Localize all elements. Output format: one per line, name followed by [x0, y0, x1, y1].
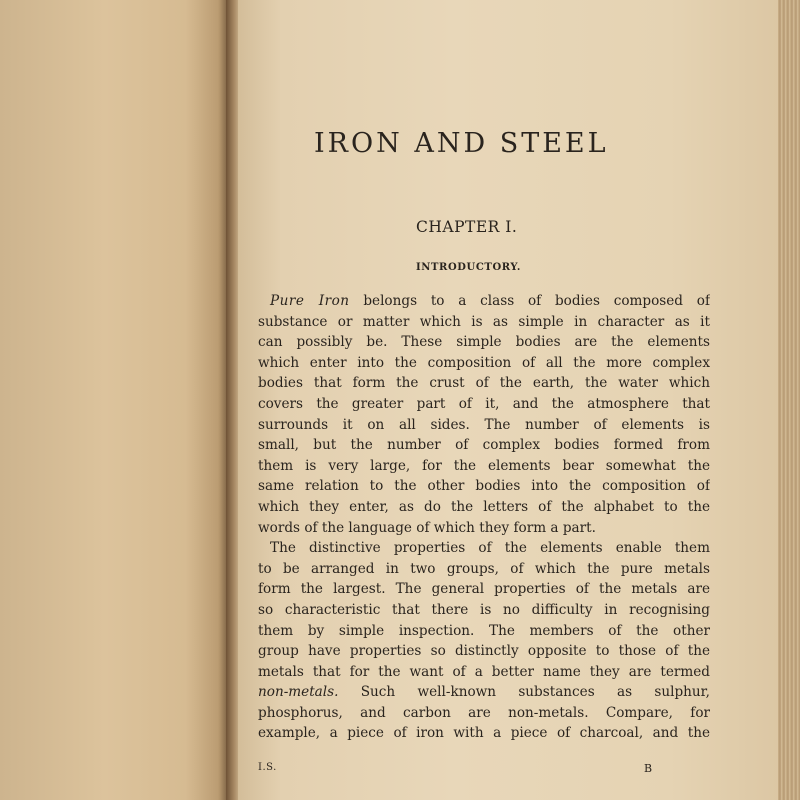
text-line: surrounds it on all sides. The number of elements is — [258, 416, 710, 433]
text-line: words of the language of which they form a part. — [258, 519, 596, 536]
text-line: them is very large, for the elements bear somewhat the — [258, 457, 710, 474]
text-line: The distinctive properties of the elements enable them — [270, 540, 710, 557]
text-line: substance or matter which is as simple in character as it — [258, 313, 710, 330]
text-line: which they enter, as do the letters of the alphabet to the — [258, 498, 710, 515]
text-line: same relation to the other bodies into the composition of — [258, 478, 710, 495]
text-line: metals that for the want of a better name they are termed — [258, 663, 710, 680]
signature-mark: I.S. — [258, 762, 277, 773]
page-edges — [778, 0, 800, 800]
text-line: group have properties so distinctly opposite to those of the — [258, 643, 710, 660]
chapter-heading: CHAPTER I. — [416, 218, 518, 236]
text-line: covers the greater part of it, and the atmosphere that — [258, 395, 710, 412]
text-line — [258, 682, 710, 703]
text-line: example, a piece of iron with a piece of charcoal, and the — [258, 725, 710, 742]
text-line — [258, 291, 710, 312]
text-line: which enter into the composition of all the more complex — [258, 354, 710, 371]
text-line: them by simple inspection. The members of the other — [258, 622, 710, 639]
left-page — [0, 0, 232, 800]
line-text: Such well-known substances as sulphur, — [338, 684, 710, 701]
text-line: small, but the number of complex bodies formed from — [258, 437, 710, 454]
text-line: can possibly be. These simple bodies are the elements — [258, 334, 710, 351]
text-line: phosphorus, and carbon are non-metals. Compare, for — [258, 704, 710, 721]
section-subheading: INTRODUCTORY. — [416, 262, 521, 273]
text-line: bodies that form the crust of the earth, the water which — [258, 375, 710, 392]
italic-lead: Pure Iron — [270, 293, 350, 309]
text-line: to be arranged in two groups, of which the pure metals — [258, 560, 710, 577]
body-text — [258, 291, 710, 744]
text-line: form the largest. The general properties of the metals are — [258, 581, 710, 598]
book-title: IRON AND STEEL — [314, 128, 609, 159]
text-line: so characteristic that there is no difficulty in recognising — [258, 601, 710, 618]
line-text: belongs to a class of bodies composed of — [349, 293, 710, 309]
italic-lead: non-metals. — [258, 684, 339, 701]
folio-mark: B — [644, 762, 653, 775]
